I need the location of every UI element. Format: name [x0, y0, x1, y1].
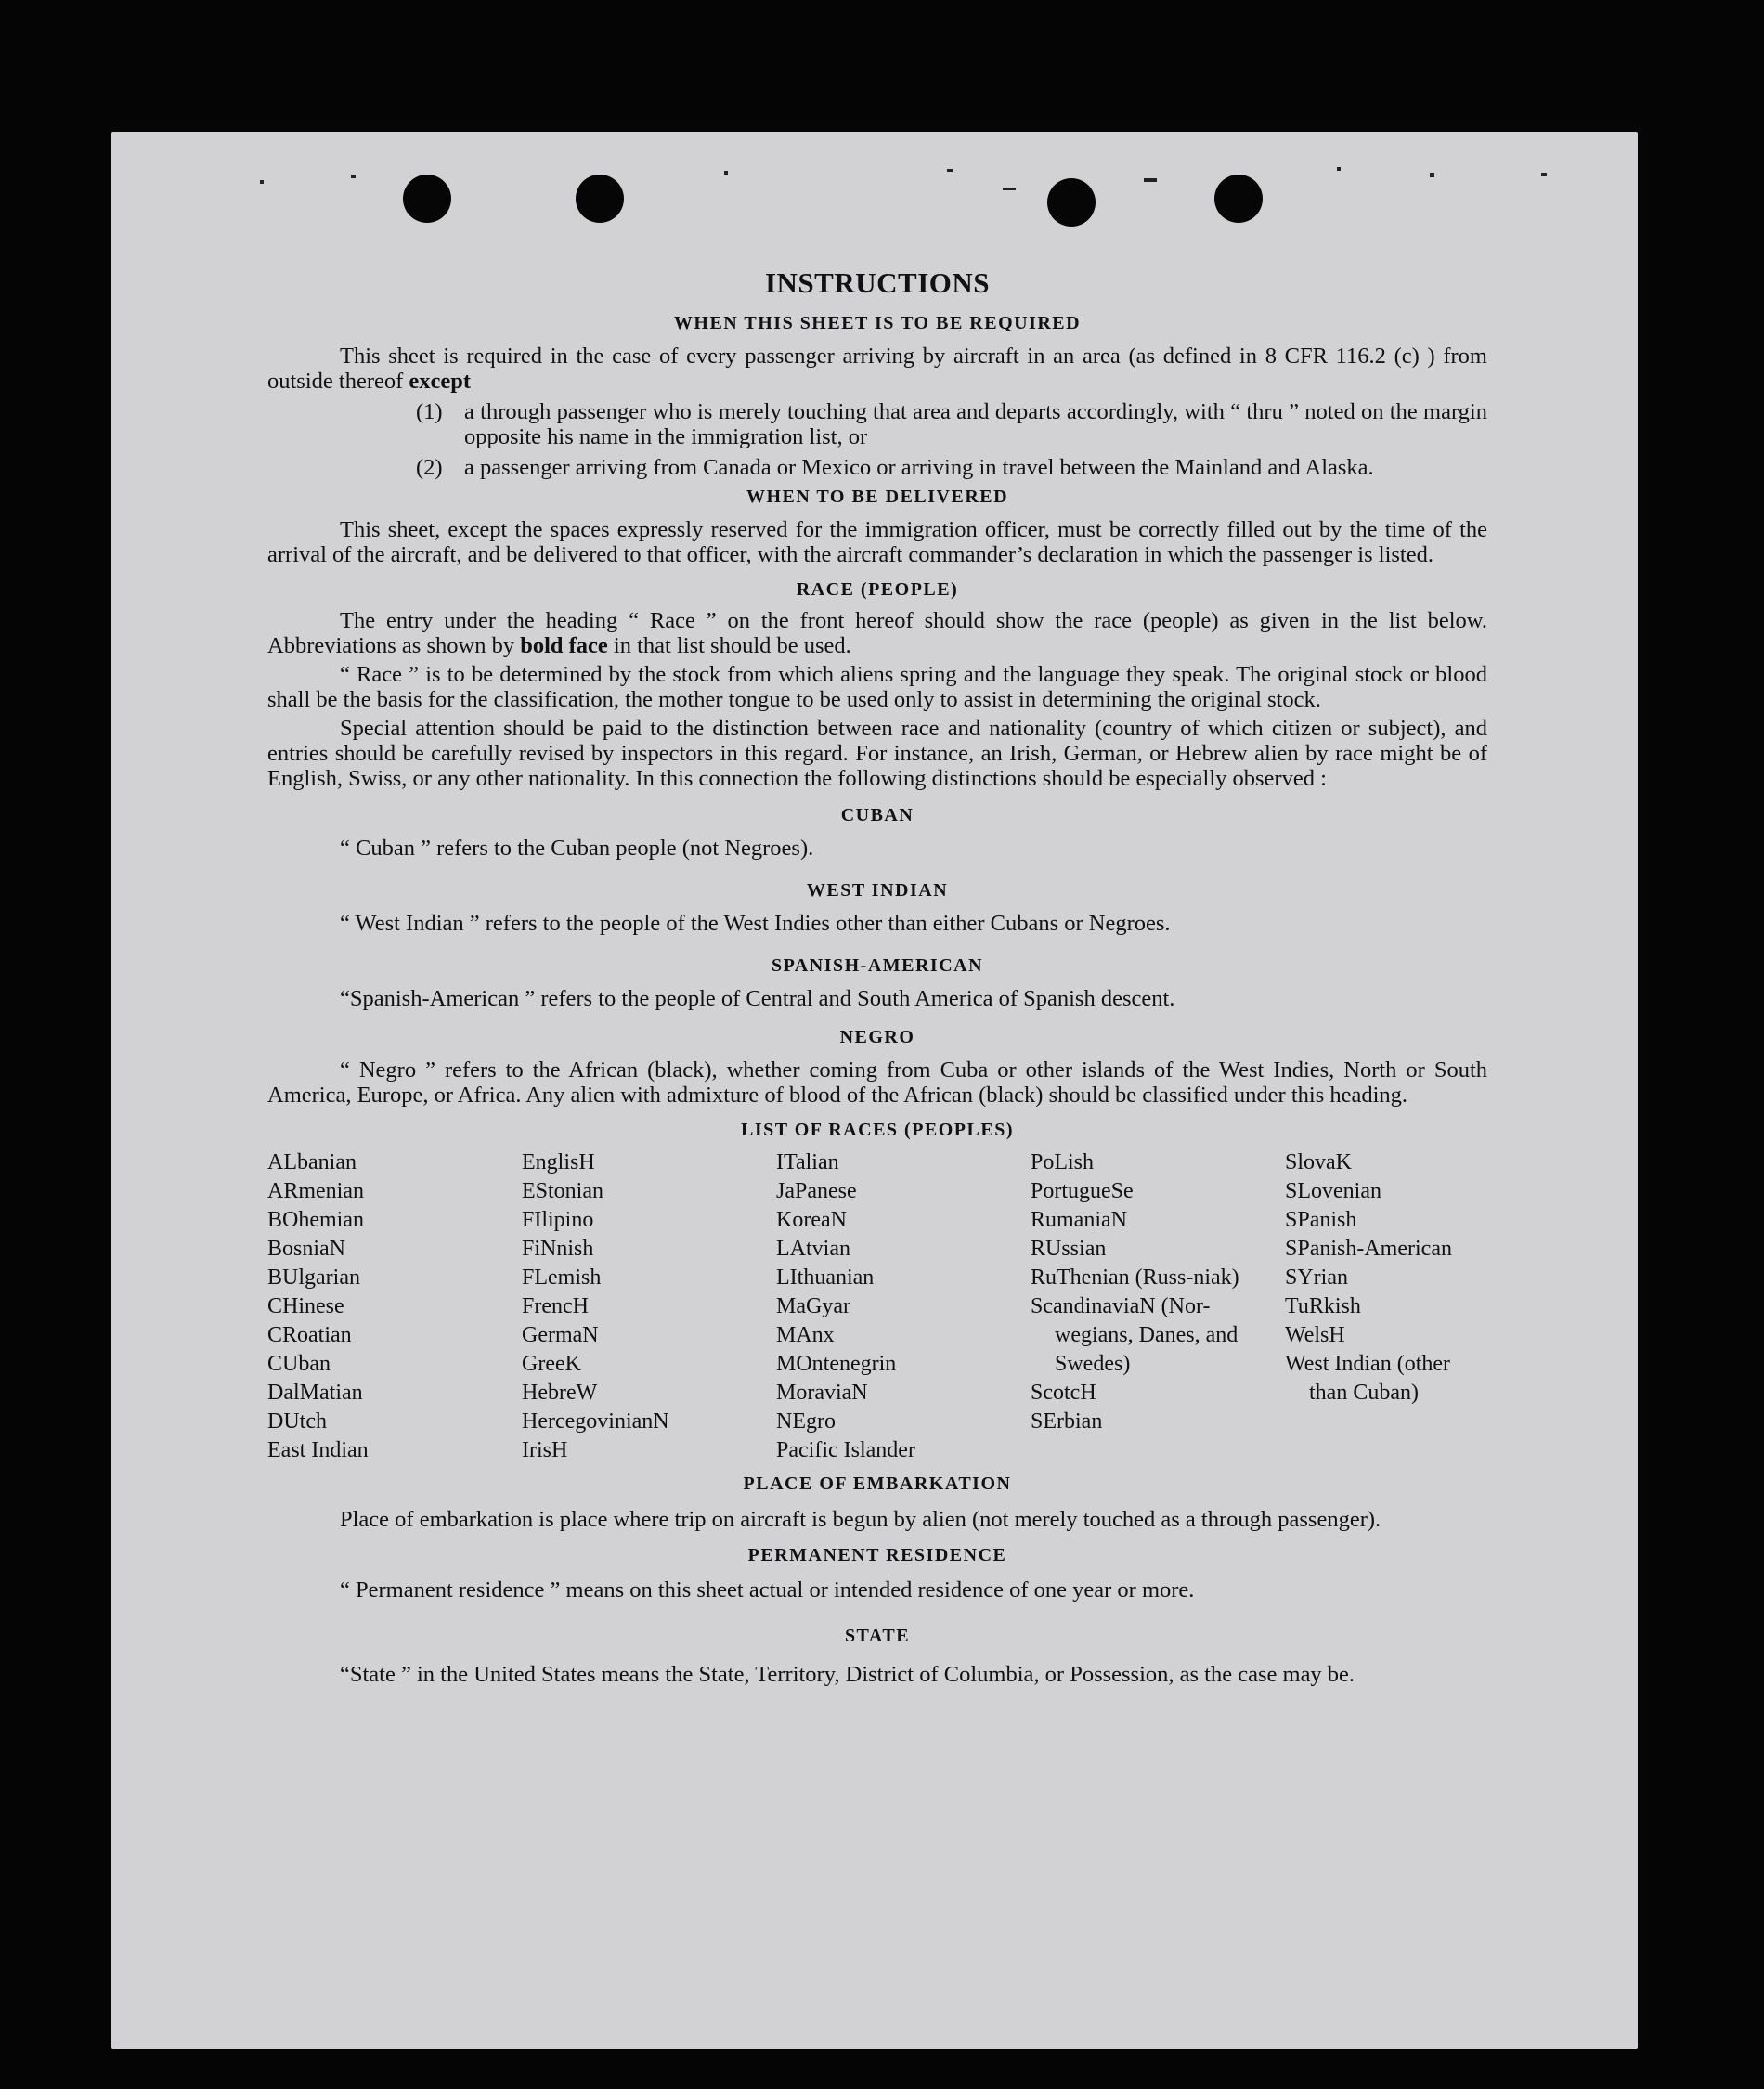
- race-item: MaGyar: [776, 1294, 850, 1318]
- item-text: a passenger arriving from Canada or Mexico or arriving in travel between the Mainland and Alaska.: [464, 455, 1374, 480]
- race-item: MAnx: [776, 1323, 835, 1347]
- punch-mark: [1430, 173, 1434, 177]
- punch-mark: [260, 180, 264, 184]
- para-embarkation: Place of embarkation is place where trip on aircraft is begun by alien (not merely touched as a through passenger).: [340, 1507, 1381, 1532]
- race-item: FIlipino: [522, 1208, 594, 1232]
- race-item: NEgro: [776, 1409, 836, 1434]
- race-item: BosniaN: [267, 1237, 345, 1261]
- race-item: West Indian (other than Cuban): [1285, 1352, 1451, 1405]
- races-column-1: [267, 1148, 522, 1465]
- races-column-2: [522, 1148, 776, 1465]
- instructions-body: [267, 267, 1487, 1691]
- item-text: a through passenger who is merely touching that area and departs accordingly, with “ thru ” noted on the margin opposite his name in the immigration list, or: [464, 399, 1487, 449]
- race-item: East Indian: [267, 1438, 369, 1462]
- list-item: [416, 399, 1487, 449]
- race-item: LAtvian: [776, 1237, 850, 1261]
- race-item: MoraviaN: [776, 1381, 868, 1405]
- race-item: PoLish: [1031, 1150, 1095, 1174]
- punch-mark: [351, 175, 356, 178]
- heading-required: WHEN THIS SHEET IS TO BE REQUIRED: [673, 313, 1082, 333]
- para-race-1-bold: bold face: [520, 633, 608, 658]
- race-item: BUlgarian: [267, 1265, 360, 1290]
- punch-hole: [576, 175, 624, 223]
- race-item: EStonian: [522, 1179, 603, 1203]
- heading-residence: PERMANENT RESIDENCE: [747, 1545, 1007, 1565]
- race-item: GermaN: [522, 1323, 599, 1347]
- race-item: LIthuanian: [776, 1265, 875, 1290]
- race-item: SErbian: [1031, 1409, 1103, 1434]
- races-column-4: [1031, 1148, 1285, 1465]
- race-item: PortugueSe: [1031, 1179, 1134, 1203]
- para-race-2: “ Race ” is to be determined by the stock from which aliens spring and the language they speak. The original stock or blood shall be the basis for the classification, the mother tongue to be used only to assist in determining the original stock.: [267, 662, 1487, 712]
- race-item: GreeK: [522, 1352, 581, 1376]
- punch-mark: [1541, 173, 1547, 176]
- race-item: FLemish: [522, 1265, 602, 1290]
- race-item: HercegovinianN: [522, 1409, 669, 1434]
- item-number: (2): [416, 455, 443, 480]
- para-race-3: Special attention should be paid to the distinction between race and nationality (country of which citizen or subject), and entries should be carefully revised by inspectors in this regard. For instance, an Irish, German, or Hebrew alien by race might be of English, Swiss, or any other nationality. In this connection the following distinctions should be especially observed :: [267, 716, 1487, 791]
- para-state: “State ” in the United States means the State, Territory, District of Columbia, or Possession, as the case may be.: [340, 1662, 1355, 1687]
- race-item: Pacific Islander: [776, 1438, 915, 1462]
- punch-hole: [403, 175, 451, 223]
- race-item: SLovenian: [1285, 1179, 1381, 1203]
- race-item: JaPanese: [776, 1179, 857, 1203]
- race-item: SYrian: [1285, 1265, 1348, 1290]
- punch-hole: [1047, 178, 1096, 227]
- race-item: ScandinaviaN (Nor-wegians, Danes, and Swedes): [1031, 1294, 1239, 1376]
- race-item: RUssian: [1031, 1237, 1107, 1261]
- race-item: ScotcH: [1031, 1381, 1096, 1405]
- para-residence: “ Permanent residence ” means on this sheet actual or intended residence of one year or more.: [340, 1577, 1195, 1602]
- race-item: CUban: [267, 1352, 331, 1376]
- race-item: IrisH: [522, 1438, 568, 1462]
- item-number: (1): [416, 399, 443, 424]
- race-item: RuThenian (Russ-niak): [1031, 1265, 1239, 1290]
- heading-list-of-races: LIST OF RACES (PEOPLES): [740, 1120, 1014, 1140]
- race-item: CRoatian: [267, 1323, 352, 1347]
- punch-mark: [1144, 178, 1157, 182]
- para-race-1-b: in that list should be used.: [613, 633, 851, 658]
- para-negro: “ Negro ” refers to the African (black), whether coming from Cuba or other islands of the West Indies, North or South America, Europe, or Africa. Any alien with admixture of blood of the African (black) should be classified under this heading.: [267, 1057, 1487, 1108]
- punch-mark: [724, 171, 728, 175]
- para-required-bold: except: [409, 369, 472, 394]
- race-item: CHinese: [267, 1294, 344, 1318]
- race-item: SPanish-American: [1285, 1237, 1452, 1261]
- para-race-1-a: The entry under the heading “ Race ” on the front hereof should show the race (people) as given in the list below. Abbreviations as shown by: [267, 608, 1487, 658]
- race-item: RumaniaN: [1031, 1208, 1127, 1232]
- race-item: KoreaN: [776, 1208, 847, 1232]
- list-item: [416, 455, 1487, 480]
- race-item: ITalian: [776, 1150, 839, 1174]
- punch-hole: [1214, 175, 1263, 223]
- race-item: FrencH: [522, 1294, 589, 1318]
- para-required: [267, 344, 1487, 394]
- heading-west-indian: WEST INDIAN: [806, 880, 949, 901]
- race-item: TuRkish: [1285, 1294, 1361, 1318]
- race-item: ALbanian: [267, 1150, 357, 1174]
- race-item: FiNnish: [522, 1237, 594, 1261]
- heading-embarkation: PLACE OF EMBARKATION: [743, 1473, 1012, 1494]
- race-item: SPanish: [1285, 1208, 1357, 1232]
- para-west-indian: “ West Indian ” refers to the people of the West Indies other than either Cubans or Negroes.: [340, 911, 1171, 936]
- race-item: DUtch: [267, 1409, 327, 1434]
- race-item: DalMatian: [267, 1381, 363, 1405]
- para-spanish-american: “Spanish-American ” refers to the people of Central and South America of Spanish descent.: [340, 986, 1175, 1011]
- punch-mark: [1337, 167, 1341, 171]
- punch-mark: [947, 169, 953, 172]
- races-list: [267, 1148, 1487, 1465]
- race-item: ARmenian: [267, 1179, 364, 1203]
- race-item: BOhemian: [267, 1208, 364, 1232]
- para-cuban: “ Cuban ” refers to the Cuban people (not Negroes).: [340, 836, 814, 861]
- para-delivered: This sheet, except the spaces expressly reserved for the immigration officer, must be correctly filled out by the time of the arrival of the aircraft, and be delivered to that officer, with the aircraft commander’s declaration in which the passenger is listed.: [267, 517, 1487, 567]
- race-item: WelsH: [1285, 1323, 1345, 1347]
- race-item: HebreW: [522, 1381, 598, 1405]
- race-item: EnglisH: [522, 1150, 595, 1174]
- heading-cuban: CUBAN: [840, 805, 914, 825]
- heading-delivered: WHEN TO BE DELIVERED: [746, 487, 1009, 507]
- heading-negro: NEGRO: [839, 1027, 915, 1047]
- heading-state: STATE: [844, 1626, 911, 1646]
- race-item: MOntenegrin: [776, 1352, 897, 1376]
- punch-mark: [1003, 188, 1016, 190]
- heading-race: RACE (PEOPLE): [796, 579, 959, 600]
- para-race-1: [267, 608, 1487, 658]
- para-required-text: This sheet is required in the case of every passenger arriving by aircraft in an area (as defined in 8 CFR 116.2 (c) ) from outside thereof: [267, 344, 1487, 394]
- heading-spanish-american: SPANISH-AMERICAN: [771, 955, 984, 976]
- races-column-5: [1285, 1148, 1487, 1465]
- races-column-3: [776, 1148, 1031, 1465]
- race-item: SlovaK: [1285, 1150, 1352, 1174]
- page-title: INSTRUCTIONS: [764, 266, 990, 299]
